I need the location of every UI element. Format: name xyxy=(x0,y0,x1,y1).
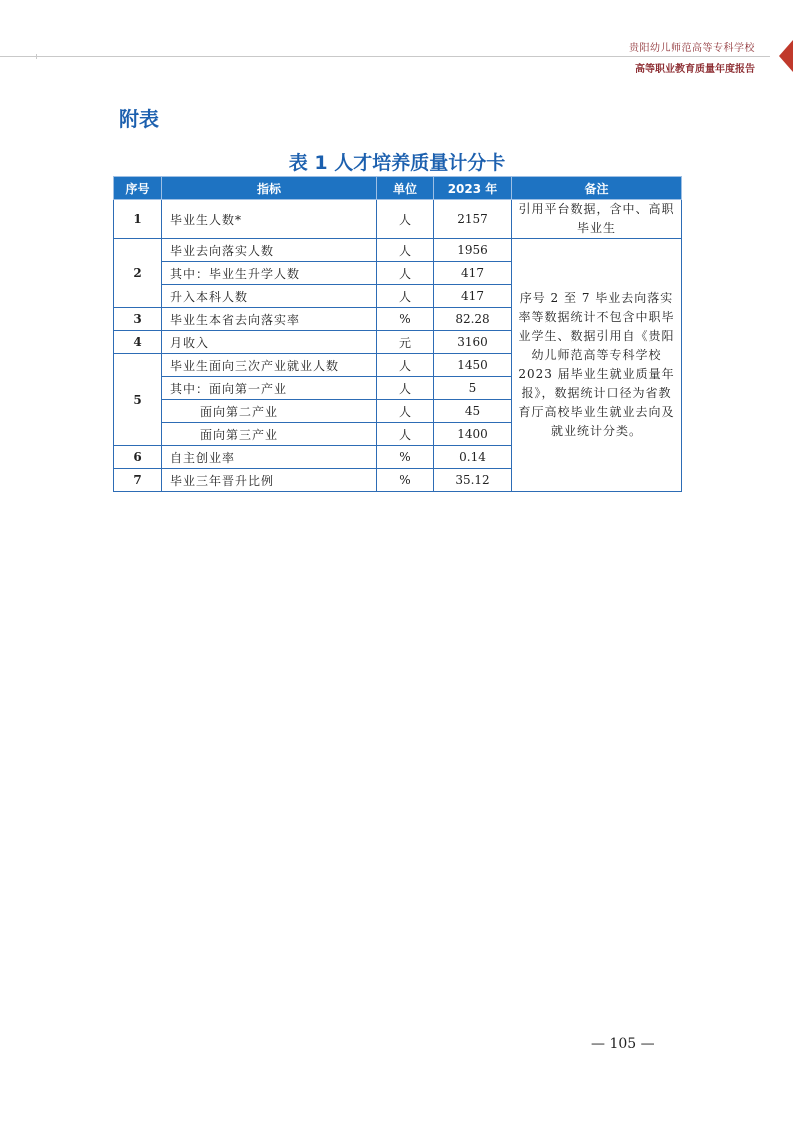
cell-unit: 人 xyxy=(377,354,434,377)
cell-seq: 1 xyxy=(114,200,162,239)
cell-unit: % xyxy=(377,446,434,469)
col-header-indicator: 指标 xyxy=(162,177,377,200)
cell-value: 1400 xyxy=(434,423,512,446)
cell-unit: 人 xyxy=(377,200,434,239)
col-header-year: 2023 年 xyxy=(434,177,512,200)
table-header-row xyxy=(114,177,682,200)
cell-unit: % xyxy=(377,308,434,331)
page-number: — 105 — xyxy=(591,1036,655,1052)
col-header-unit: 单位 xyxy=(377,177,434,200)
cell-seq: 6 xyxy=(114,446,162,469)
cell-unit: 人 xyxy=(377,377,434,400)
cell-indicator: 毕业去向落实人数 xyxy=(162,239,377,262)
cell-value: 45 xyxy=(434,400,512,423)
col-header-note: 备注 xyxy=(512,177,682,200)
cell-value: 1956 xyxy=(434,239,512,262)
cell-seq: 3 xyxy=(114,308,162,331)
cell-value: 82.28 xyxy=(434,308,512,331)
appendix-heading: 附表 xyxy=(119,107,159,131)
cell-value: 3160 xyxy=(434,331,512,354)
cell-indicator: 毕业生面向三次产业就业人数 xyxy=(162,354,377,377)
cell-indicator: 毕业三年晋升比例 xyxy=(162,469,377,492)
cell-indicator: 升入本科人数 xyxy=(162,285,377,308)
cell-value: 2157 xyxy=(434,200,512,239)
header-triangle-icon xyxy=(779,40,793,72)
cell-seq: 7 xyxy=(114,469,162,492)
cell-unit: 人 xyxy=(377,400,434,423)
table-row xyxy=(114,200,682,239)
cell-value: 0.14 xyxy=(434,446,512,469)
cell-unit: 人 xyxy=(377,423,434,446)
cell-unit: 人 xyxy=(377,262,434,285)
header-school-name: 贵阳幼儿师范高等专科学校 xyxy=(629,43,755,54)
cell-seq: 4 xyxy=(114,331,162,354)
cell-indicator: 毕业生人数* xyxy=(162,200,377,239)
header-report-title: 高等职业教育质量年度报告 xyxy=(635,64,755,75)
cell-unit: % xyxy=(377,469,434,492)
cell-indicator: 自主创业率 xyxy=(162,446,377,469)
cell-value: 417 xyxy=(434,262,512,285)
col-header-seq: 序号 xyxy=(114,177,162,200)
cell-value: 1450 xyxy=(434,354,512,377)
table-row xyxy=(114,239,682,262)
cell-indicator: 其中：毕业生升学人数 xyxy=(162,262,377,285)
cell-value: 417 xyxy=(434,285,512,308)
cell-indicator: 面向第二产业 xyxy=(162,400,377,423)
cell-indicator: 月收入 xyxy=(162,331,377,354)
cell-value: 35.12 xyxy=(434,469,512,492)
cell-indicator: 面向第三产业 xyxy=(162,423,377,446)
cell-unit: 人 xyxy=(377,239,434,262)
header-rule xyxy=(0,56,770,57)
cell-seq: 2 xyxy=(114,239,162,308)
cell-note: 引用平台数据，含中、高职毕业生 xyxy=(512,200,682,239)
cell-unit: 元 xyxy=(377,331,434,354)
header-tick xyxy=(36,54,37,59)
cell-indicator: 毕业生本省去向落实率 xyxy=(162,308,377,331)
cell-unit: 人 xyxy=(377,285,434,308)
talent-quality-table xyxy=(113,176,682,492)
cell-value: 5 xyxy=(434,377,512,400)
table-title: 表 1 人才培养质量计分卡 xyxy=(288,152,506,174)
cell-indicator: 其中：面向第一产业 xyxy=(162,377,377,400)
cell-seq: 5 xyxy=(114,354,162,446)
cell-note-merged: 序号 2 至 7 毕业去向落实率等数据统计不包含中职毕业学生、数据引用自《贵阳幼儿师范高等专科学校 2023 届毕业生就业质量年报》，数据统计口径为省教育厅高校毕业生就业去向及就业统计分类。 xyxy=(512,239,682,492)
